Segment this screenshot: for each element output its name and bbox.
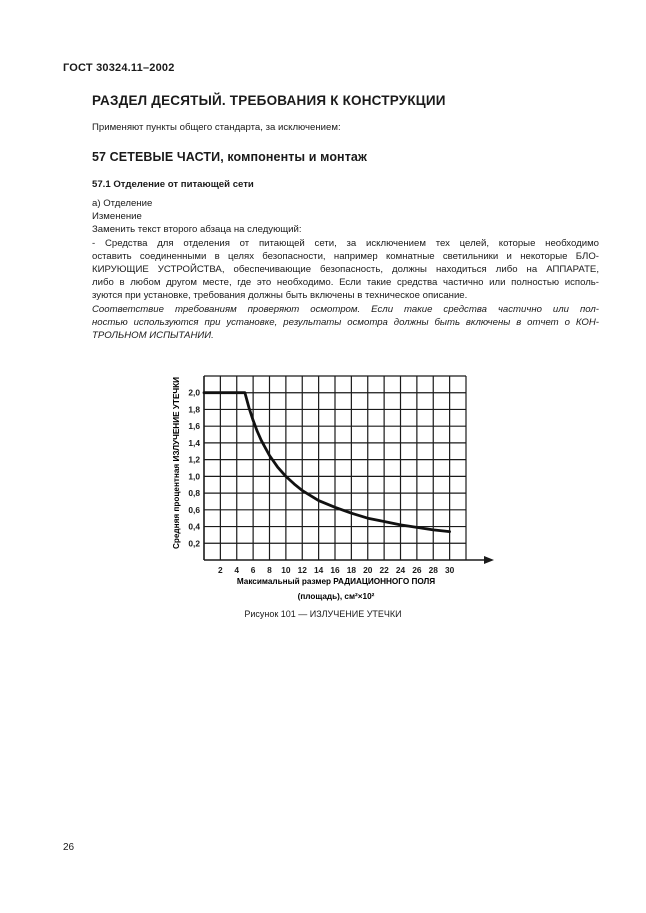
compliance-line: ТРОЛЬНОМ ИСПЫТАНИИ. <box>92 330 214 342</box>
x-axis-label-line1: Максимальный размер РАДИАЦИОННОГО ПОЛЯ <box>236 577 436 586</box>
x-tick-label: 12 <box>297 565 307 575</box>
document-id: ГОСТ 30324.11–2002 <box>63 62 175 74</box>
y-tick-label: 1,8 <box>188 404 200 415</box>
x-tick-label: 14 <box>313 565 324 575</box>
x-tick-label: 22 <box>379 565 389 575</box>
y-tick-label: 0,8 <box>188 488 200 499</box>
x-tick-label: 6 <box>250 565 256 575</box>
figure-caption: Рисунок 101 — ИЗЛУЧЕНИЕ УТЕЧКИ <box>244 609 402 619</box>
x-tick-label: 28 <box>428 565 438 575</box>
x-axis-label-line2: (площадь), см²×10² <box>297 592 375 601</box>
section-title: РАЗДЕЛ ДЕСЯТЫЙ. ТРЕБОВАНИЯ К КОНСТРУКЦИИ <box>92 93 446 108</box>
chart-tick-labels <box>188 388 454 575</box>
chart-grid <box>204 376 466 560</box>
x-tick-label: 10 <box>281 565 291 575</box>
compliance-line: Соответствие требованиям проверяют осмотром. Если такие средства частично или пол- <box>92 303 599 315</box>
y-tick-label: 0,6 <box>188 504 200 515</box>
paragraph-line: - Средства для отделения от питающей сети, за исключением тех целей, которые необходимо <box>92 237 599 249</box>
y-tick-label: 1,2 <box>188 454 200 465</box>
y-tick-label: 1,6 <box>188 421 200 432</box>
x-tick-label: 8 <box>267 565 272 575</box>
subsection-title: 57 СЕТЕВЫЕ ЧАСТИ, компоненты и монтаж <box>92 150 367 164</box>
paragraph-line: оставить соединенными в целях безопасности, например комнатные светильники и некоторые БЛО- <box>92 250 599 262</box>
y-axis-label: Средняя процентная ИЗЛУЧЕНИЕ УТЕЧКИ <box>172 376 181 550</box>
y-tick-label: 0,4 <box>188 521 200 532</box>
clause-item: а) Отделение <box>92 198 153 209</box>
y-tick-label: 0,2 <box>188 538 200 549</box>
page-number: 26 <box>63 842 75 853</box>
series-line <box>204 393 450 532</box>
x-tick-label: 4 <box>234 565 240 575</box>
paragraph-line: КИРУЮЩИЕ УСТРОЙСТВА, обеспечивающие безопасность, должны находиться либо на АППАРАТЕ, <box>92 264 599 276</box>
y-tick-label: 2,0 <box>188 387 200 398</box>
x-tick-label: 20 <box>363 565 373 575</box>
x-tick-label: 16 <box>330 565 340 575</box>
y-tick-label: 1,4 <box>188 437 200 448</box>
y-tick-label: 1,0 <box>188 471 200 482</box>
x-tick-label: 18 <box>346 565 357 575</box>
x-tick-label: 2 <box>218 565 223 575</box>
x-tick-label: 26 <box>412 565 422 575</box>
x-tick-label: 24 <box>395 565 406 575</box>
paragraph-line: зуются при установке, требования должны быть включены в техническое описание. <box>92 290 468 302</box>
clause-replace: Заменить текст второго абзаца на следующий: <box>92 224 302 236</box>
chart-series <box>204 393 450 532</box>
clause-title: 57.1 Отделение от питающей сети <box>92 179 254 190</box>
x-tick-label: 30 <box>444 565 455 575</box>
section-intro: Применяют пункты общего стандарта, за исключением: <box>92 122 341 133</box>
x-axis-arrow <box>484 556 494 564</box>
paragraph-line: либо в любом другом месте, где это необходимо. Если такие средства частично или полностью исполь- <box>92 277 599 289</box>
compliance-line: ностью используются при установке, результаты осмотра должны быть включены в отчет о КОН- <box>92 316 599 328</box>
clause-change: Изменение <box>92 211 142 223</box>
